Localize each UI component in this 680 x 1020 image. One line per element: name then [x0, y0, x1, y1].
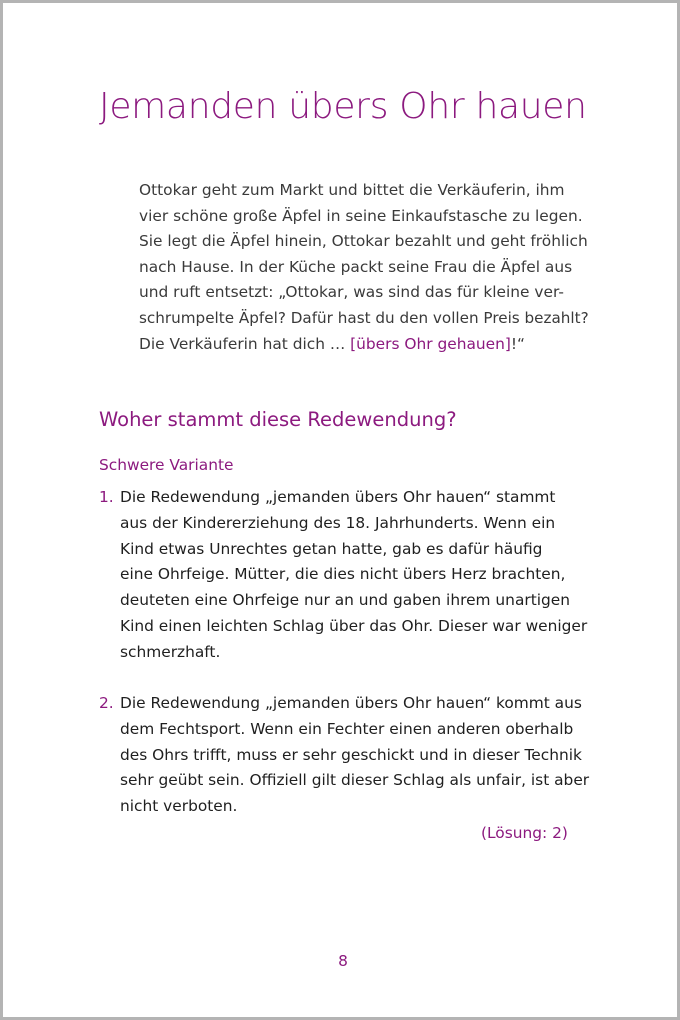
option-line: deuteten eine Ohrfeige nur an und gaben ihrem unartigen — [120, 591, 571, 610]
solution-note: (Lösung: 2) — [481, 824, 568, 842]
page-title: Jemanden übers Ohr hauen — [99, 86, 587, 127]
option-line: Kind etwas Unrechtes getan hatte, gab es dafür häufig — [120, 539, 543, 558]
option-line: Die Redewendung „jemanden übers Ohr hauen“ kommt aus — [120, 694, 582, 712]
option-text — [120, 485, 590, 666]
story-last-line-end: !“ — [510, 334, 526, 353]
story-line: Sie legt die Äpfel hinein, Ottokar bezahlt und geht fröhlich — [139, 232, 588, 251]
option-line: eine Ohrfeige. Mütter, die dies nicht übers Herz brachten, — [120, 565, 566, 584]
option-text — [120, 691, 590, 820]
option-line: schmerzhaft. — [120, 642, 221, 661]
option-number: 1. — [99, 488, 114, 506]
option-line: sehr geübt sein. Offiziell gilt dieser Schlag als unfair, ist aber — [120, 771, 590, 790]
question-heading: Woher stammt diese Redewendung? — [99, 408, 457, 431]
story-highlight: [übers Ohr gehauen] — [350, 334, 511, 353]
option-line: des Ohrs trifft, muss er sehr geschickt und in dieser Technik — [120, 745, 582, 764]
story-line: und ruft entsetzt: „Ottokar, was sind das für kleine ver- — [139, 283, 564, 302]
option-line: dem Fechtsport. Wenn ein Fechter einen anderen oberhalb — [120, 719, 574, 738]
story-line: Ottokar geht zum Markt und bittet die Verkäuferin, ihm — [139, 181, 565, 199]
variant-label: Schwere Variante — [99, 456, 234, 474]
story-line: schrumpelte Äpfel? Dafür hast du den vollen Preis bezahlt? — [139, 308, 589, 327]
story-line: nach Hause. In der Küche packt seine Frau die Äpfel aus — [139, 257, 573, 276]
page-number: 8 — [338, 952, 348, 970]
story-last-line-start: Die Verkäuferin hat dich … — [139, 334, 351, 353]
option-number: 2. — [99, 694, 114, 712]
option-line: Die Redewendung „jemanden übers Ohr hauen“ stammt — [120, 488, 556, 506]
story-line: vier schöne große Äpfel in seine Einkaufstasche zu legen. — [139, 206, 583, 225]
option-line: aus der Kindererziehung des 18. Jahrhunderts. Wenn ein — [120, 513, 556, 532]
option-line: nicht verboten. — [120, 797, 238, 816]
story-last-line — [139, 332, 589, 358]
option-line: Kind einen leichten Schlag über das Ohr. Dieser war weniger — [120, 616, 588, 635]
story-paragraph — [139, 178, 589, 357]
